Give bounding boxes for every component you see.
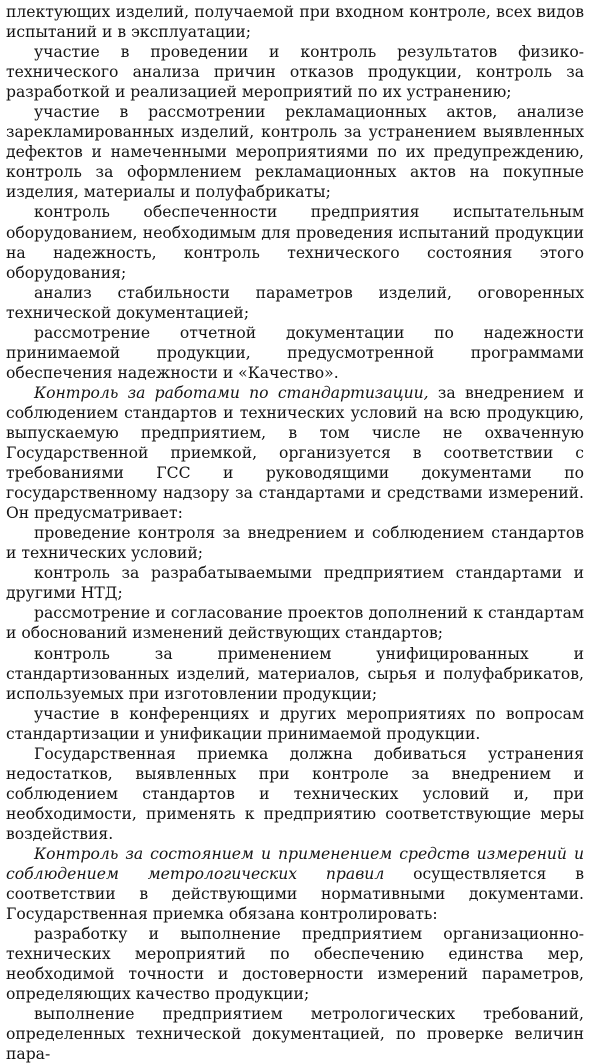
paragraph-12-text: участие в конференциях и других мероприятиях по вопросам стандартизации и унификации принимаемой продукции. xyxy=(6,704,584,743)
paragraph-1-text: плектующих изделий, получаемой при входном контроле, всех видов испытаний и в эксплуатации; xyxy=(6,3,584,42)
paragraph-13 xyxy=(6,744,584,844)
paragraph-6 xyxy=(6,323,584,383)
paragraph-9 xyxy=(6,563,584,603)
paragraph-7 xyxy=(6,383,584,523)
paragraph-3 xyxy=(6,102,584,202)
paragraph-13-text: Государственная приемка должна добиваться устранения недостатков, выявленных при контроле за внедрением и соблюдением стандартов и технических условий и, при необходимости, применять к предприятию соответствующие меры воздействия. xyxy=(6,744,584,843)
paragraph-7-lead: Контроль за работами по стандартизации, xyxy=(34,383,429,402)
paragraph-14 xyxy=(6,844,584,924)
paragraph-14-text: осуществляется в соответствии в действующими нормативными документами. Государственная приемка обязана контролировать: xyxy=(6,865,584,924)
paragraph-8-text: проведение контроля за внедрением и соблюдением стандартов и технических условий; xyxy=(6,524,584,563)
paragraph-15 xyxy=(6,924,584,1004)
paragraph-8 xyxy=(6,523,584,563)
paragraph-11-text: контроль за применением унифицированных и стандартизованных изделий, материалов, сырья и полуфабрикатов, используемых при изготовлении продукции; xyxy=(6,644,584,703)
paragraph-4 xyxy=(6,202,584,282)
paragraph-9-text: контроль за разрабатываемыми предприятием стандартами и другими НТД; xyxy=(6,564,584,603)
paragraph-1 xyxy=(6,2,584,42)
paragraph-7-text: за внедрением и соблюдением стандартов и технических условий на всю продукцию, выпускаемую предприятием, в том числе не охваченную Государственной приемкой, организуется в соответствии с требованиями ГСС и руководящими документами по государственному надзору за стандартами и средствами измерений. Он предусматривает: xyxy=(6,383,584,523)
paragraph-16-text: выполнение предприятием метрологических требований, определенных технической документацией, по проверке величин пара- xyxy=(6,1005,584,1064)
paragraph-15-text: разработку и выполнение предприятием организационно-технических мероприятий по обеспечению единства мер, необходимой точности и достоверности измерений параметров, определяющих качество продукции; xyxy=(6,925,584,1004)
paragraph-12 xyxy=(6,704,584,744)
paragraph-2 xyxy=(6,42,584,102)
paragraph-5 xyxy=(6,283,584,323)
paragraph-3-text: участие в рассмотрении рекламационных актов, анализе зарекламированных изделий, контроль за устранением выявленных дефектов и намеченными мероприятиями по их предупреждению, контроль за оформлением рекламационных актов на покупные изделия, материалы и полуфабрикаты; xyxy=(6,103,584,202)
document-page xyxy=(6,2,584,1064)
paragraph-16 xyxy=(6,1004,584,1064)
paragraph-14-lead: Контроль за состоянием и применением средств измерений и соблюдением метрологических правил xyxy=(6,844,584,884)
paragraph-10 xyxy=(6,603,584,643)
paragraph-5-text: анализ стабильности параметров изделий, оговоренных технической документацией; xyxy=(6,283,584,322)
paragraph-6-text: рассмотрение отчетной документации по надежности принимаемой продукции, предусмотренной программами обеспечения надежности и «Качество». xyxy=(6,323,584,382)
paragraph-4-text: контроль обеспеченности предприятия испытательным оборудованием, необходимым для проведения испытаний продукции на надежность, контроль технического состояния этого оборудования; xyxy=(6,203,584,282)
paragraph-2-text: участие в проведении и контроль результатов физико-технического анализа причин отказов продукции, контроль за разработкой и реализацией мероприятий по их устранению; xyxy=(6,43,584,102)
paragraph-10-text: рассмотрение и согласование проектов дополнений к стандартам и обоснований изменений действующих стандартов; xyxy=(6,604,584,643)
paragraph-11 xyxy=(6,644,584,704)
